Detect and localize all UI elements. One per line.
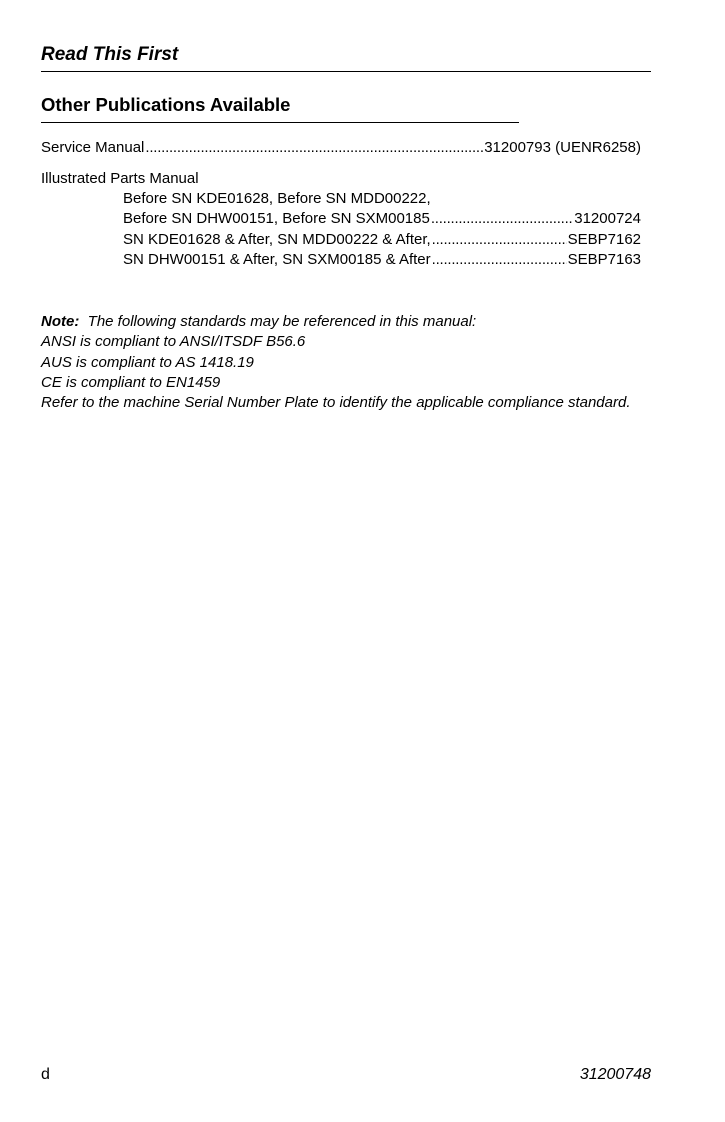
service-manual-entry — [41, 138, 641, 158]
service-manual-label: Service Manual — [41, 139, 145, 156]
header-divider — [41, 71, 651, 72]
note-line: AUS is compliant to AS 1418.19 — [41, 353, 254, 371]
footer-doc-number: 31200748 — [579, 1066, 651, 1083]
parts-entry-number: 31200724 — [574, 210, 641, 227]
note-line: Refer to the machine Serial Number Plate to identify the applicable compliance standard. — [41, 394, 631, 412]
parts-entry — [123, 209, 641, 229]
dot-leader — [432, 230, 567, 250]
parts-entry-label: Before SN DHW00151, Before SN SXM00185 — [123, 210, 430, 227]
note-line: CE is compliant to EN1459 — [41, 373, 221, 391]
parts-entry-number: SEBP7163 — [567, 251, 641, 268]
parts-entry-number: SEBP7162 — [567, 231, 641, 248]
parts-entry-label: SN DHW00151 & After, SN SXM00185 & After — [123, 251, 431, 268]
footer-page-letter: d — [41, 1066, 50, 1083]
note-intro: The following standards may be referenced in this manual: — [87, 313, 477, 330]
page-header-title: Read This First — [41, 44, 179, 65]
section-divider — [41, 122, 519, 123]
parts-entry — [123, 250, 641, 270]
note-line: ANSI is compliant to ANSI/ITSDF B56.6 — [41, 333, 306, 351]
dot-leader — [432, 250, 567, 270]
standards-note — [41, 312, 651, 413]
note-label: Note: — [41, 313, 80, 330]
dot-leader — [431, 209, 573, 229]
parts-manual-line: Before SN KDE01628, Before SN MDD00222, — [123, 190, 431, 207]
dot-leader — [145, 138, 483, 158]
service-manual-number: 31200793 (UENR6258) — [484, 139, 641, 156]
note-intro-line — [41, 312, 651, 332]
parts-entry-label: SN KDE01628 & After, SN MDD00222 & After, — [123, 231, 431, 248]
parts-manual-label: Illustrated Parts Manual — [41, 170, 199, 187]
parts-entry — [123, 230, 641, 250]
section-heading: Other Publications Available — [41, 94, 291, 115]
